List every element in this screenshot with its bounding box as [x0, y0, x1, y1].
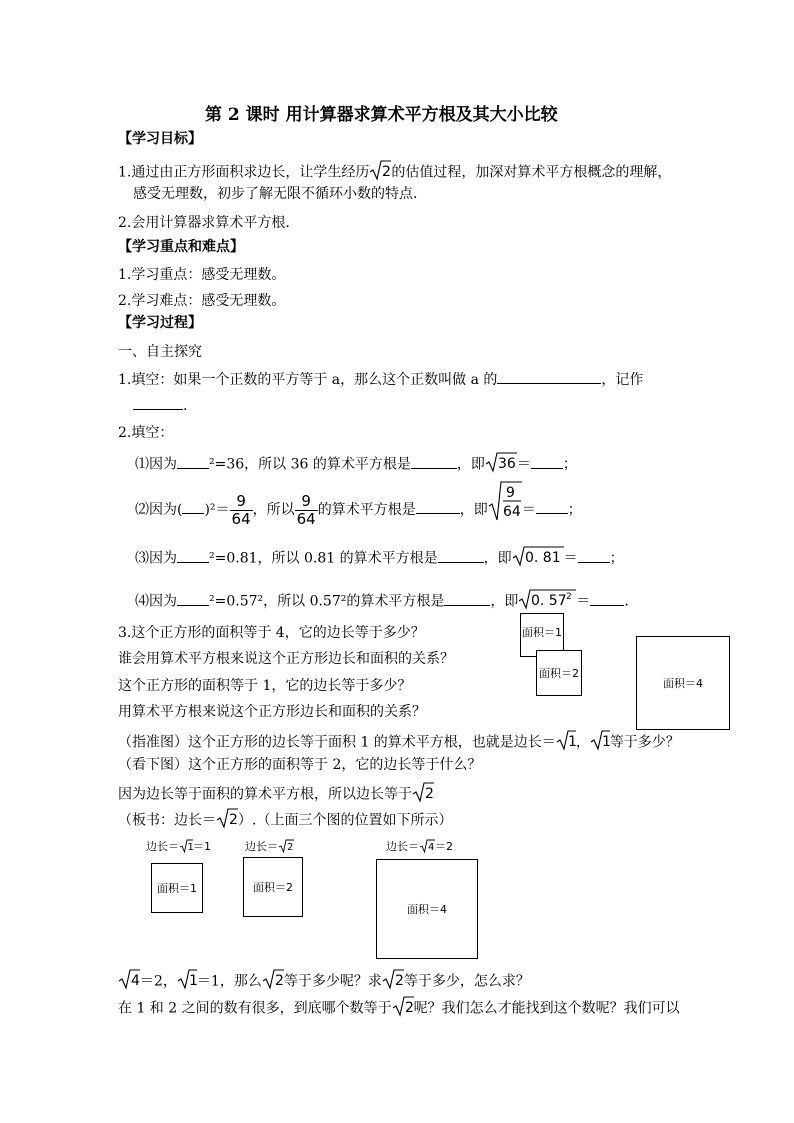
- svg-text:1: 1: [188, 973, 198, 989]
- sqrt-symbol: [118, 968, 140, 995]
- q3-line-6: （看下图）这个正方形的面积等于 2，它的边长等于什么？: [118, 757, 482, 773]
- svg-text:2: 2: [425, 786, 434, 802]
- sqrt-symbol: [382, 968, 404, 995]
- page-title: 第 2 课时 用计算器求算术平方根及其大小比较: [205, 105, 558, 125]
- svg-text:2: 2: [287, 841, 294, 853]
- sqrt-symbol: [412, 781, 434, 808]
- answer-blank[interactable]: [578, 549, 610, 563]
- q3-line-5: （指准图）这个正方形的边长等于面积 1 的算术平方根，也就是边长＝ 1 ， 1 等于多少？: [118, 729, 680, 756]
- question-1: 1.填空：如果一个正数的平方等于 a，那么这个正数叫做 a 的 ，记作: [118, 372, 644, 388]
- fraction: $\frac{9}{64}$: [296, 491, 316, 528]
- side-label-2: 边长＝ 2: [245, 838, 294, 856]
- svg-text:2: 2: [404, 1000, 414, 1016]
- svg-text:2: 2: [382, 164, 392, 180]
- q3-line-10: 在 1 和 2 之间的数有很多，到底哪个数等于 2 呢？我们怎么才能找到这个数呢？我们可以: [118, 995, 680, 1022]
- fill-item-2: ⑵因为( )²＝ $\frac{9}{64}$ ，所以 $\frac{9}{64}$ 的算术平方根是 ，即 9 64 ＝ ；: [135, 480, 582, 540]
- side-label-4: 边长＝ 4 ＝2: [386, 838, 453, 856]
- keypoint-2: 2.学习难点：感受无理数。: [118, 293, 286, 309]
- answer-blank[interactable]: [531, 455, 563, 469]
- sqrt-symbol: [392, 995, 414, 1022]
- svg-text:64: 64: [502, 504, 521, 520]
- q3-line-4: 用算术平方根来说这个正方形边长和面积的关系？: [118, 704, 426, 720]
- sqrt-symbol: [179, 839, 193, 856]
- section-process: 【学习过程】: [118, 315, 202, 331]
- svg-text:4: 4: [428, 841, 435, 853]
- answer-blank[interactable]: [438, 549, 484, 563]
- sqrt-symbol: [177, 968, 197, 995]
- answer-blank[interactable]: [411, 455, 457, 469]
- square-side-4: 面积＝4: [376, 859, 478, 959]
- fill-item-1: ⑴因为 ²=36，所以 36 的算术平方根是 ，即 36 ＝ ；: [135, 451, 577, 478]
- sqrt-symbol: [262, 968, 284, 995]
- svg-text:0. 81: 0. 81: [524, 550, 561, 566]
- svg-text:1: 1: [601, 734, 611, 750]
- svg-text:2: 2: [566, 592, 573, 602]
- square-area-1: 面积＝1: [520, 613, 564, 657]
- answer-blank[interactable]: [177, 455, 209, 469]
- sqrt-symbol: [556, 729, 576, 756]
- sqrt-symbol: [369, 159, 391, 186]
- answer-blank[interactable]: [182, 500, 204, 514]
- svg-text:1: 1: [567, 734, 577, 750]
- answer-blank[interactable]: [177, 592, 209, 606]
- part1-heading: 一、自主探究: [118, 344, 202, 360]
- answer-blank[interactable]: [536, 500, 568, 514]
- sqrt-symbol: [518, 588, 576, 615]
- sqrt-symbol: [512, 545, 564, 572]
- svg-text:4: 4: [131, 973, 140, 989]
- answer-blank[interactable]: [133, 396, 183, 410]
- fill-item-3: ⑶因为 ²=0.81，所以 0.81 的算术平方根是 ，即 0. 81 ＝ ；: [135, 545, 624, 572]
- answer-blank[interactable]: [497, 370, 601, 384]
- svg-text:36: 36: [497, 456, 516, 472]
- square-area-2: 面积＝2: [536, 650, 582, 696]
- svg-text:2: 2: [274, 973, 284, 989]
- svg-text:1: 1: [187, 841, 194, 853]
- goal-1-text-b: 的估值过程，加深对算术平方根概念的理解，: [391, 164, 672, 181]
- section-keypoints: 【学习重点和难点】: [118, 239, 244, 255]
- answer-blank[interactable]: [590, 592, 624, 606]
- answer-blank[interactable]: [416, 500, 460, 514]
- question-1-cont: .: [133, 396, 187, 415]
- goal-2: 2.会用计算器求算术平方根.: [118, 215, 290, 231]
- goal-1-line: [118, 159, 671, 186]
- section-goals: 【学习目标】: [118, 131, 202, 147]
- q3-line-7: 因为边长等于面积的算术平方根，所以边长等于 2: [118, 781, 434, 808]
- keypoint-1: 1.学习重点：感受无理数。: [118, 267, 286, 283]
- sqrt-symbol: [590, 729, 610, 756]
- square-side-2: 面积＝2: [243, 857, 303, 917]
- answer-blank[interactable]: [177, 549, 209, 563]
- q3-line-3: 这个正方形的面积等于 1，它的边长等于多少？: [118, 678, 412, 694]
- question-2: 2.填空：: [118, 425, 174, 441]
- sqrt-symbol: [216, 807, 238, 834]
- q3-line-8: （板书：边长＝ 2 ）.（上面三个图的位置如下所示）: [118, 807, 452, 834]
- svg-text:0. 57: 0. 57: [531, 593, 567, 609]
- square-side-1: 面积＝1: [151, 863, 203, 913]
- svg-text:2: 2: [394, 973, 404, 989]
- sqrt-symbol: [419, 839, 435, 856]
- sqrt-symbol: [278, 839, 294, 856]
- goal-1-text: 1.通过由正方形面积求边长，让学生经历: [118, 164, 370, 181]
- fill-item-4: ⑷因为 ²=0.57²，所以 0.57²的算术平方根是 ，即 0. 57 2 ＝ .: [135, 588, 629, 615]
- square-area-4: 面积＝4: [636, 636, 730, 730]
- q3-line-1: 3.这个正方形的面积等于 4，它的边长等于多少？: [118, 625, 425, 641]
- sqrt-symbol: [485, 451, 517, 478]
- svg-text:9: 9: [505, 485, 515, 501]
- svg-text:2: 2: [229, 812, 238, 828]
- q3-line-9: 4 ＝2， 1 ＝1，那么 2 等于多少呢？求 2 等于多少，怎么求？: [118, 968, 530, 995]
- answer-blank[interactable]: [444, 592, 490, 606]
- fraction: $\frac{9}{64}$: [231, 491, 251, 528]
- side-label-1: 边长＝ 1 ＝1: [146, 838, 211, 856]
- sqrt-fraction: [488, 480, 522, 540]
- q3-line-2: 谁会用算术平方根来说这个正方形边长和面积的关系？: [118, 651, 454, 667]
- goal-1-cont: 感受无理数，初步了解无限不循环小数的特点.: [133, 186, 418, 202]
